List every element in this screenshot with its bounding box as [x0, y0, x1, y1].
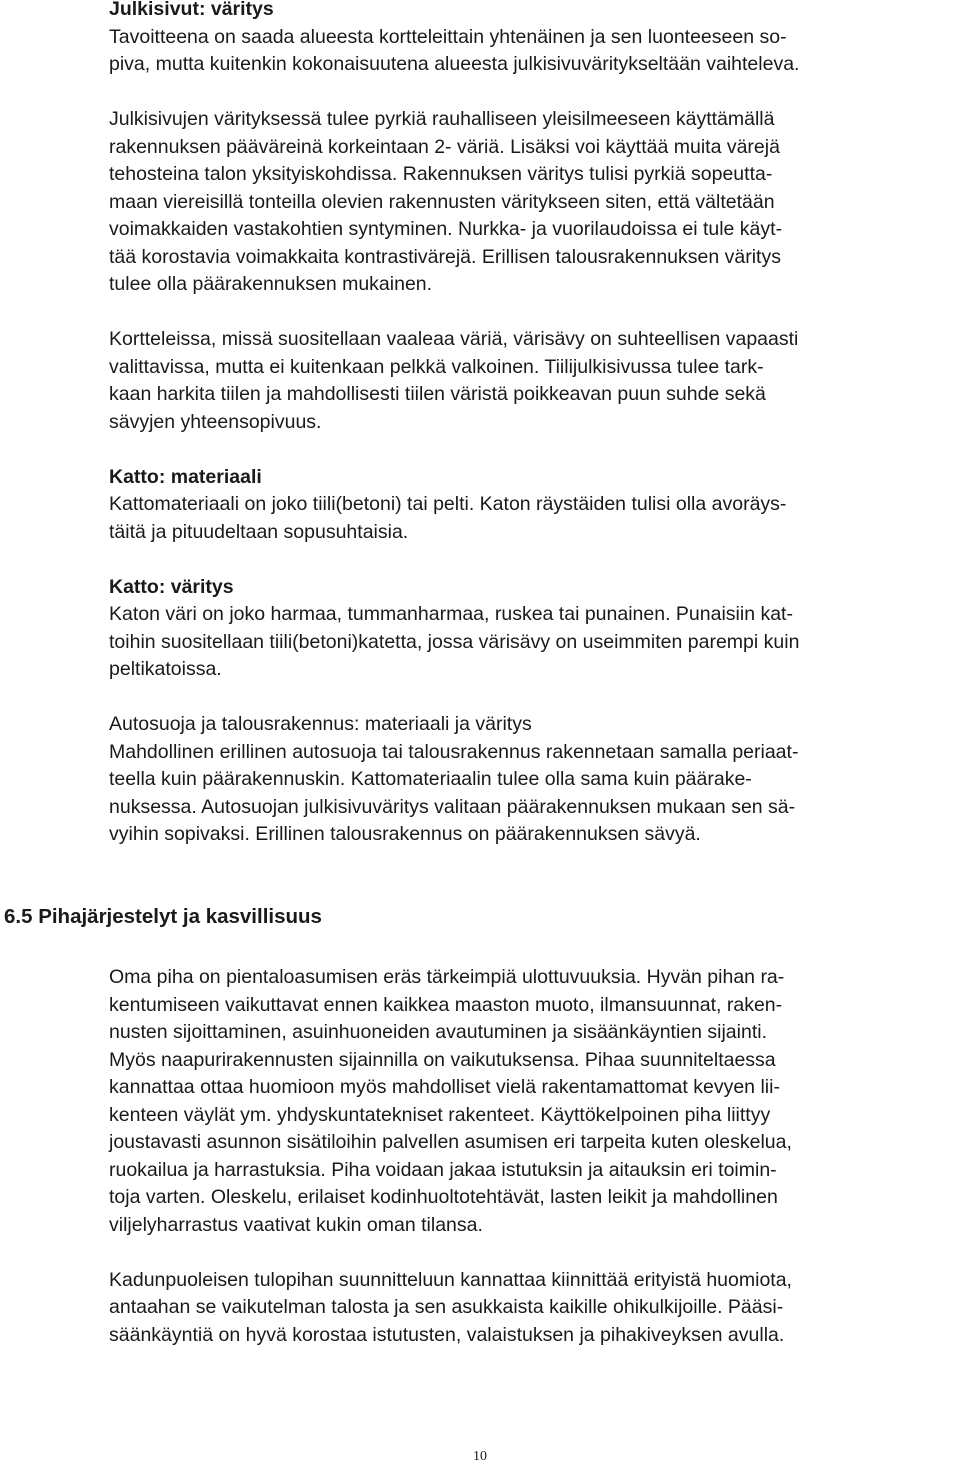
- paragraph-line: kannattaa ottaa huomioon myös mahdolliset vielä rakentamattomat kevyen lii-: [109, 1076, 780, 1098]
- heading-katto-materiaali: Katto: materiaali: [109, 465, 262, 488]
- upper-text-block: [109, 0, 799, 849]
- paragraph-line: peltikatoissa.: [109, 658, 222, 680]
- paragraph-line: Myös naapurirakennusten sijainnilla on vaikutuksensa. Pihaa suunniteltaessa: [109, 1048, 776, 1071]
- paragraph-line: teella kuin päärakennuskin. Kattomateriaalin tulee olla sama kuin päärake-: [109, 768, 752, 790]
- paragraph-line: tulee olla päärakennuksen mukainen.: [109, 273, 433, 295]
- paragraph-line: valittavissa, mutta ei kuitenkaan pelkkä valkoinen. Tiilijulkisivussa tulee tark-: [109, 355, 764, 378]
- heading-autosuoja: Autosuoja ja talousrakennus: materiaali ja väritys: [109, 713, 532, 735]
- paragraph-line: rakennuksen pääväreinä korkeintaan 2- väriä. Lisäksi voi käyttää muita värejä: [109, 135, 780, 158]
- paragraph-line: Tavoitteena on saada alueesta kortteleittain yhtenäinen ja sen luonteeseen so-: [109, 25, 787, 48]
- paragraph-line: sävyjen yhteensopivuus.: [109, 410, 322, 433]
- paragraph-line: maan viereisillä tonteilla olevien rakennusten väritykseen siten, että vältetään: [109, 190, 775, 213]
- paragraph-line: nusten sijoittaminen, asuinhuoneiden avautuminen ja sisäänkäyntien sijainti.: [109, 1021, 768, 1043]
- paragraph-line: tehosteina talon yksityiskohdissa. Rakennuksen väritys tulisi pyrkiä sopeutta-: [109, 163, 773, 185]
- paragraph-line: joustavasti asunnon sisätiloihin palvellen asumisen eri tarpeita kuten oleskelua,: [109, 1131, 792, 1153]
- paragraph-line: ruokailua ja harrastuksia. Piha voidaan jakaa istutuksin ja aitauksin eri toimin-: [109, 1158, 777, 1181]
- paragraph-line: vyihin sopivaksi. Erillinen talousrakennus on päärakennuksen sävyä.: [109, 823, 701, 845]
- paragraph-line: Kattomateriaali on joko tiili(betoni) tai pelti. Katon räystäiden tulisi olla avoräys-: [109, 493, 787, 515]
- paragraph-line: säänkäyntiä on hyvä korostaa istutusten, valaistuksen ja pihakiveyksen avulla.: [109, 1323, 785, 1346]
- paragraph-line: kenteen väylät ym. yhdyskuntatekniset rakenteet. Käyttökelpoinen piha liittyy: [109, 1103, 771, 1126]
- paragraph-line: nuksessa. Autosuojan julkisivuväritys valitaan päärakennuksen mukaan sen sä-: [109, 795, 796, 818]
- paragraph-line: Kortteleissa, missä suositellaan vaaleaa väriä, värisävy on suhteellisen vapaasti: [109, 328, 799, 350]
- paragraph-line: Mahdollinen erillinen autosuoja tai talousrakennus rakennetaan samalla periaat-: [109, 740, 799, 763]
- chapter-heading: 6.5 Pihajärjestelyt ja kasvillisuus: [4, 905, 322, 928]
- paragraph-line: Julkisivujen värityksessä tulee pyrkiä rauhalliseen yleisilmeeseen käyttämällä: [109, 108, 775, 130]
- paragraph-line: Oma piha on pientaloasumisen eräs tärkeimpiä ulottuvuuksia. Hyvän pihan ra-: [109, 966, 785, 988]
- paragraph-line: piva, mutta kuitenkin kokonaisuutena alueesta julkisivuväritykseltään vaihteleva.: [109, 53, 800, 75]
- paragraph-line: toja varten. Oleskelu, erilaiset kodinhuoltotehtävät, lasten leikit ja mahdollinen: [109, 1186, 778, 1208]
- paragraph-line: täitä ja pituudeltaan sopusuhtaisia.: [109, 520, 409, 543]
- paragraph-line: Katon väri on joko harmaa, tummanharmaa, ruskea tai punainen. Punaisiin kat-: [109, 603, 793, 625]
- paragraph-line: kaan harkita tiilen ja mahdollisesti tiilen väristä poikkeavan puun suhde sekä: [109, 383, 766, 405]
- paragraph-line: voimakkaiden vastakohtien syntyminen. Nurkka- ja vuorilaudoissa ei tule käyt-: [109, 218, 783, 240]
- paragraph-line: Kadunpuoleisen tulopihan suunnitteluun kannattaa kiinnittää erityistä huomiota,: [109, 1268, 792, 1291]
- paragraph-line: viljelyharrastus vaativat kukin oman tilansa.: [109, 1213, 483, 1236]
- paragraph-line: antaahan se vaikutelman talosta ja sen asukkaista kaikille ohikulkijoille. Pääsi-: [109, 1296, 784, 1318]
- chapter-text-block: [109, 964, 792, 1349]
- paragraph-line: tää korostavia voimakkaita kontrastivärejä. Erillisen talousrakennuksen väritys: [109, 245, 781, 268]
- page-number: 10: [473, 1449, 487, 1464]
- heading-julkisivut-varitys: Julkisivut: väritys: [109, 0, 274, 20]
- paragraph-line: kentumiseen vaikuttavat ennen kaikkea maaston muoto, ilmansuunnat, raken-: [109, 993, 783, 1016]
- heading-katto-varitys: Katto: väritys: [109, 575, 234, 598]
- paragraph-line: toihin suositellaan tiili(betoni)katetta, jossa värisävy on useimmiten parempi kuin: [109, 630, 800, 653]
